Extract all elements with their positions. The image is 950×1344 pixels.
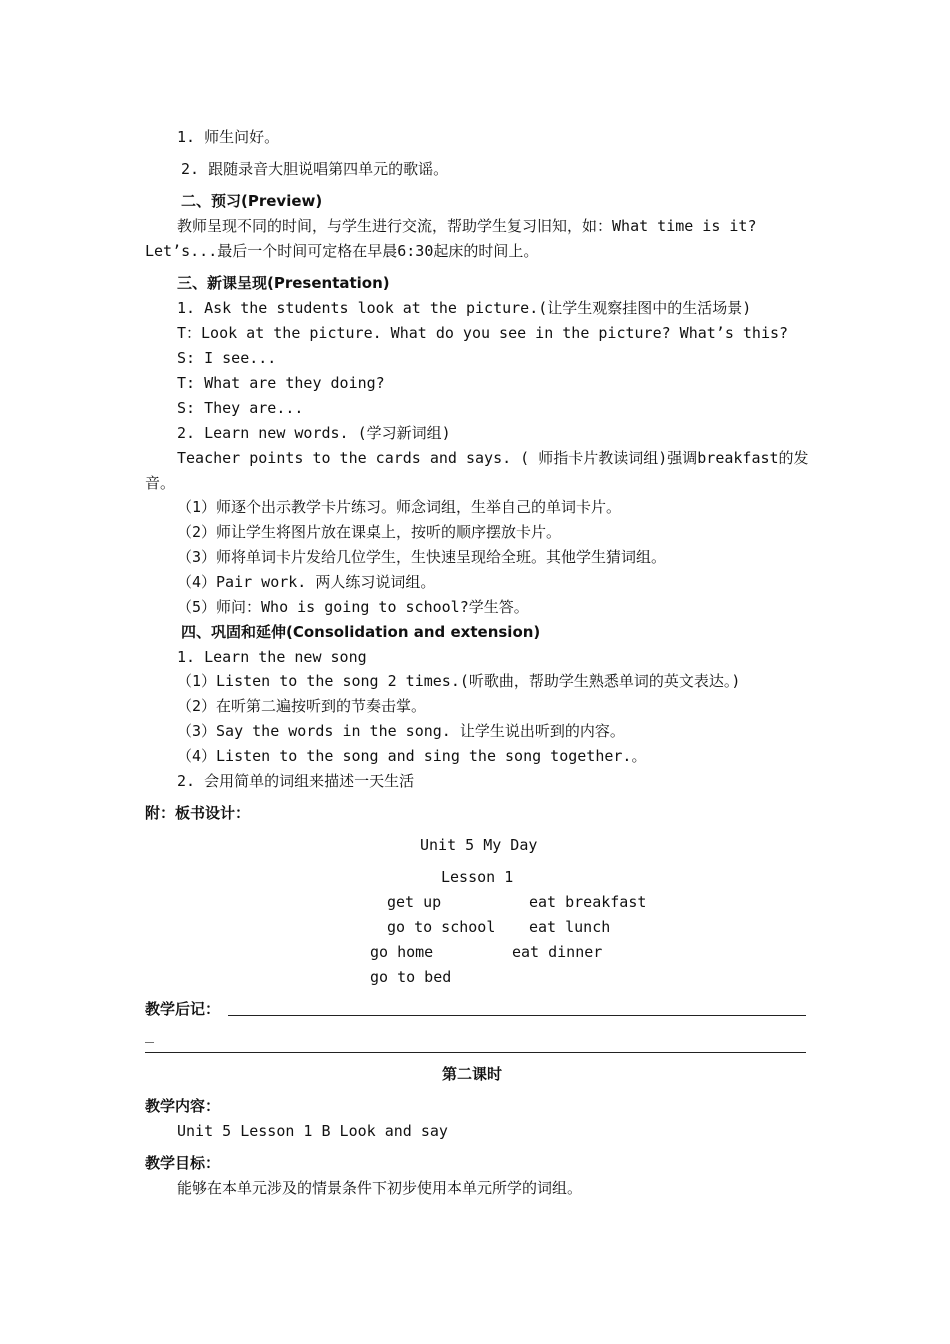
presentation-line-wrap: 音。	[145, 474, 176, 492]
presentation-step: （5）师问：Who is going to school?学生答。	[177, 598, 529, 616]
presentation-line: T：Look at the picture. What do you see in the picture? What’s this?	[177, 324, 789, 342]
teaching-content-label: 教学内容：	[145, 1097, 221, 1115]
presentation-line: Teacher points to the cards and says. ( 师指卡片教读词组)强调breakfast的发	[177, 449, 809, 467]
step-chant: 2. 跟随录音大胆说唱第四单元的歌谣。	[181, 160, 449, 178]
presentation-step: （4）Pair work. 两人练习说词组。	[177, 573, 436, 591]
preview-paragraph-line1: 教师呈现不同的时间，与学生进行交流，帮助学生复习旧知，如：What time is it?	[177, 217, 757, 235]
teaching-notes-label: 教学后记：	[145, 1000, 221, 1018]
presentation-step: （3）师将单词卡片发给几位学生，生快速呈现给全班。其他学生猜词组。	[177, 548, 667, 566]
heading-preview: 二、预习(Preview)	[181, 192, 323, 210]
consolidation-line: （3）Say the words in the song. 让学生说出听到的内容。	[177, 722, 625, 740]
teaching-content: Unit 5 Lesson 1 B Look and say	[177, 1122, 448, 1140]
teaching-goal-label: 教学目标：	[145, 1154, 221, 1172]
consolidation-line: （4）Listen to the song and sing the song together.。	[177, 747, 647, 765]
board-phrase-go-to-bed: go to bed	[370, 968, 452, 986]
consolidation-line: 1. Learn the new song	[177, 648, 367, 666]
presentation-line: T: What are they doing?	[177, 374, 385, 392]
presentation-line: 2. Learn new words. (学习新词组)	[177, 424, 451, 442]
heading-presentation: 三、新课呈现(Presentation)	[177, 274, 390, 292]
notes-underline	[228, 1015, 806, 1016]
section-divider	[145, 1052, 806, 1053]
preview-paragraph-line2: Let’s...最后一个时间可定格在早晨6:30起床的时间上。	[145, 242, 539, 260]
consolidation-line: 2. 会用简单的词组来描述一天生活	[177, 772, 415, 790]
consolidation-line: （2）在听第二遍按听到的节奏击掌。	[177, 697, 427, 715]
presentation-step: （1）师逐个出示教学卡片练习。师念词组，生举自己的单词卡片。	[177, 498, 622, 516]
teaching-goal: 能够在本单元涉及的情景条件下初步使用本单元所学的词组。	[177, 1179, 583, 1197]
board-phrase-eat-dinner: eat dinner	[512, 943, 603, 961]
consolidation-line: （1）Listen to the song 2 times.(听歌曲，帮助学生熟悉单词的英文表达。)	[177, 672, 741, 690]
presentation-line: S: I see...	[177, 349, 277, 367]
board-unit-title: Unit 5 My Day	[420, 836, 538, 854]
presentation-line: S: They are...	[177, 399, 304, 417]
heading-consolidation: 四、巩固和延伸(Consolidation and extension)	[181, 623, 541, 641]
board-phrase-go-to-school: go to school	[387, 918, 496, 936]
board-lesson-title: Lesson 1	[441, 868, 514, 886]
step-greeting: 1. 师生问好。	[177, 128, 280, 146]
board-phrase-get-up: get up	[387, 893, 442, 911]
board-phrase-eat-breakfast: eat breakfast	[529, 893, 647, 911]
notes-dash: _	[145, 1025, 155, 1043]
heading-board-design: 附：板书设计：	[145, 804, 251, 822]
presentation-step: （2）师让学生将图片放在课桌上，按听的顺序摆放卡片。	[177, 523, 562, 541]
presentation-line: 1. Ask the students look at the picture.(让学生观察挂图中的生活场景)	[177, 299, 752, 317]
board-phrase-eat-lunch: eat lunch	[529, 918, 611, 936]
lesson-two-title: 第二课时	[442, 1065, 503, 1083]
board-phrase-go-home: go home	[370, 943, 434, 961]
